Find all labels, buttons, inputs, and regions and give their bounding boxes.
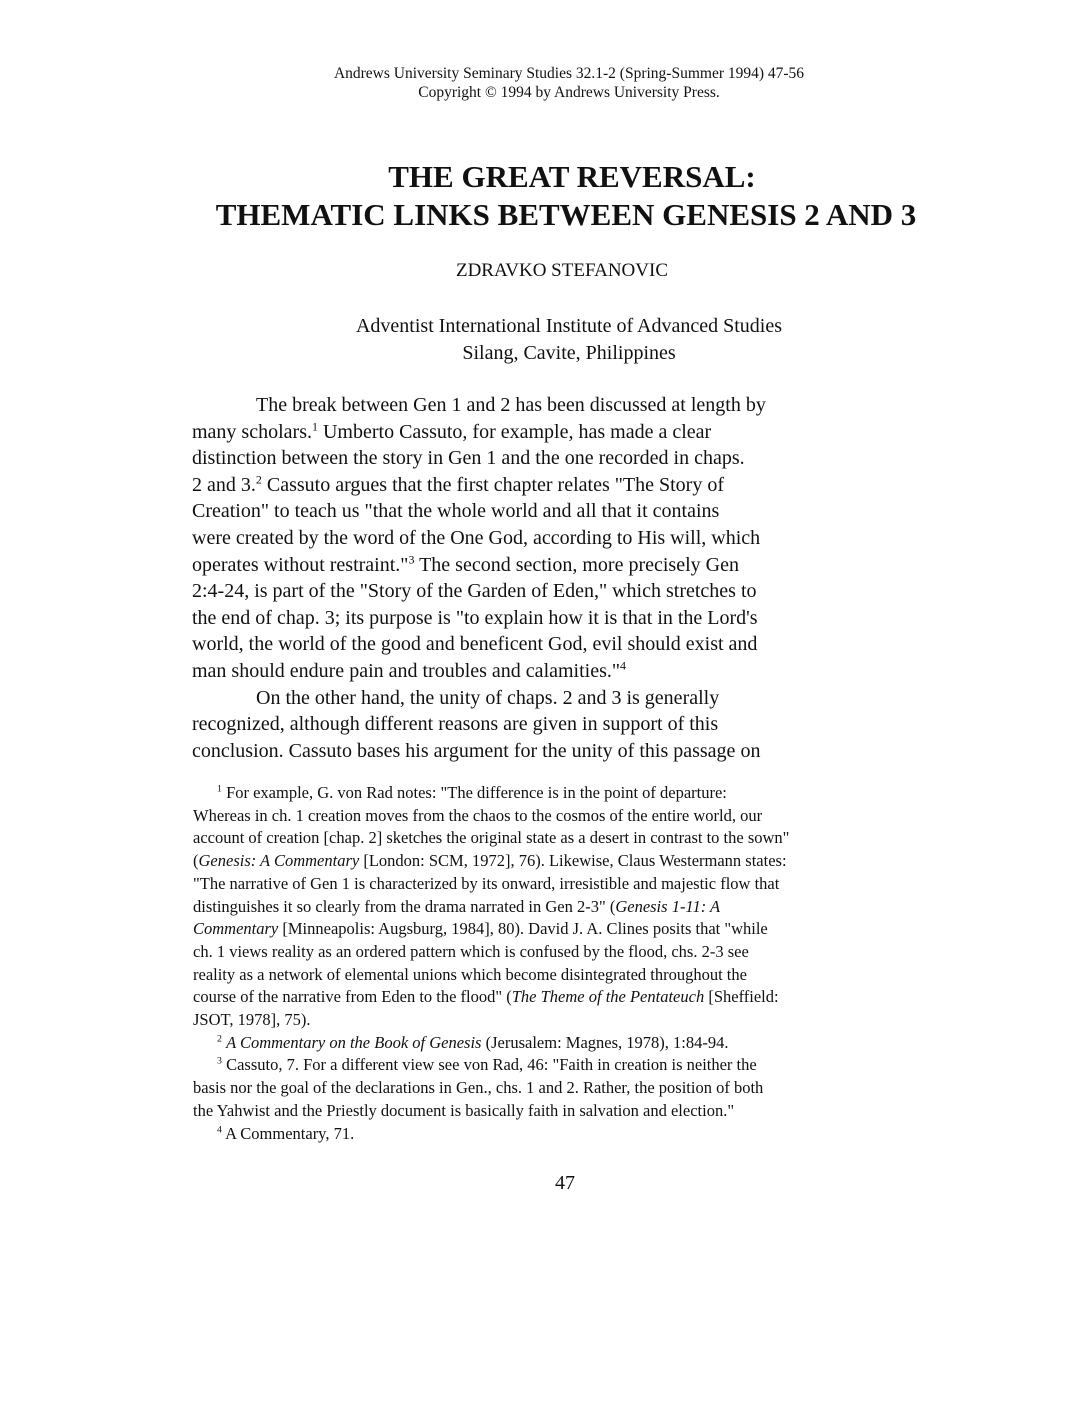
author-name: ZDRAVKO STEFANOVIC — [455, 260, 668, 281]
footnote-ref-3: 3 — [408, 551, 415, 566]
body-line: recognized, although different reasons are given in support of this — [192, 713, 719, 736]
footnote-line: ch. 1 views reality as an ordered pattern which is confused by the flood, chs. 2-3 see — [193, 941, 749, 961]
cited-title: The Theme of the Pentateuch — [511, 987, 705, 1007]
title-line-1: THE GREAT REVERSAL: — [388, 159, 756, 194]
title-line-2: THEMATIC LINKS BETWEEN GENESIS 2 AND 3 — [215, 197, 917, 232]
affiliation-location: Silang, Cavite, Philippines — [462, 342, 676, 364]
body-line: the end of chap. 3; its purpose is "to explain how it is that in the Lord's — [192, 606, 758, 629]
body-line: operates without restraint."$^3$ The second section, more precisely Gen — [192, 551, 739, 576]
footnote-ref-4: 4 — [620, 658, 627, 673]
copyright-line: Copyright © 1994 by Andrews University Press. — [418, 84, 720, 101]
body-line: distinction between the story in Gen 1 and the one recorded in chaps. — [192, 447, 745, 470]
body-line: world, the world of the good and beneficent God, evil should exist and — [192, 633, 758, 656]
footnote-line: Whereas in ch. 1 creation moves from the chaos to the cosmos of the entire world, our — [193, 805, 763, 825]
cited-title: A Commentary on the Book of Genesis — [226, 1032, 482, 1052]
body-line: many scholars.$^1$ Umberto Cassuto, for example, has made a clear — [192, 418, 712, 443]
body-line: were created by the word of the One God, according to His will, which — [192, 526, 761, 549]
body-text — [192, 392, 856, 764]
footnote-line: course of the narrative from Eden to the flood" (The Theme of the Pentateuch [Sheffield: — [193, 987, 779, 1007]
cited-title: Commentary — [193, 919, 279, 939]
body-line: Creation" to teach us "that the whole world and all that it contains — [192, 500, 720, 523]
body-line: 2:4-24, is part of the "Story of the Garden of Eden," which stretches to — [192, 580, 757, 603]
footnote-line: Commentary [Minneapolis: Augsburg, 1984], 80). David J. A. Clines posits that "while — [193, 919, 768, 939]
article-title — [0, 158, 1088, 234]
affiliation — [0, 313, 1088, 367]
body-line: man should endure pain and troubles and calamities."$^4$ — [192, 658, 627, 682]
body-line: The break between Gen 1 and 2 has been discussed at length by — [256, 394, 766, 416]
footnote-2: $^2$ A Commentary on the Book of Genesis (Jerusalem: Magnes, 1978), 1:84-94. — [217, 1032, 729, 1052]
journal-citation: Andrews University Seminary Studies 32.1-2 (Spring-Summer 1994) 47-56 — [333, 65, 805, 82]
footnote-line: "The narrative of Gen 1 is characterized by its onward, irresistible and majestic flow that — [193, 873, 780, 893]
page-number: 47 — [555, 1172, 575, 1194]
footnotes — [193, 782, 883, 1145]
footnote-line: distinguishes it so clearly from the drama narrated in Gen 2-3" (Genesis 1-11: A — [193, 896, 721, 916]
affiliation-institute: Adventist International Institute of Advanced Studies — [355, 315, 783, 337]
footnote-line: (Genesis: A Commentary [London: SCM, 1972], 76). Likewise, Claus Westermann states: — [193, 851, 787, 871]
cited-title: Genesis 1-11: A — [615, 896, 721, 916]
footnote-line: the Yahwist and the Priestly document is basically faith in salvation and election." — [193, 1100, 735, 1120]
footnote-ref-1: 1 — [311, 418, 318, 433]
footnote-1: $^1$ For example, G. von Rad notes: "The difference is in the point of departure: — [217, 783, 727, 802]
body-line: conclusion. Cassuto bases his argument for the unity of this passage on — [192, 739, 761, 762]
body-line: On the other hand, the unity of chaps. 2 and 3 is generally — [256, 686, 720, 709]
footnote-line: account of creation [chap. 2] sketches the original state as a desert in contrast to the sown" — [193, 828, 790, 848]
footnote-line: JSOT, 1978], 75). — [193, 1010, 311, 1030]
footnote-ref-2: 2 — [255, 472, 262, 487]
footnote-line: basis nor the goal of the declarations in Gen., chs. 1 and 2. Rather, the position of both — [193, 1078, 764, 1098]
footnote-3: $^3$ Cassuto, 7. For a different view see von Rad, 46: "Faith in creation is neither the — [217, 1055, 757, 1075]
footnote-line: reality as a network of elemental unions which become disintegrated throughout the — [193, 964, 747, 984]
journal-header — [0, 64, 1088, 102]
footnote-4: $^4$ A Commentary, 71. — [217, 1123, 355, 1143]
cited-title: Genesis: A Commentary — [198, 851, 360, 871]
body-line: 2 and 3.$^2$ Cassuto argues that the first chapter relates "The Story of — [192, 472, 724, 496]
